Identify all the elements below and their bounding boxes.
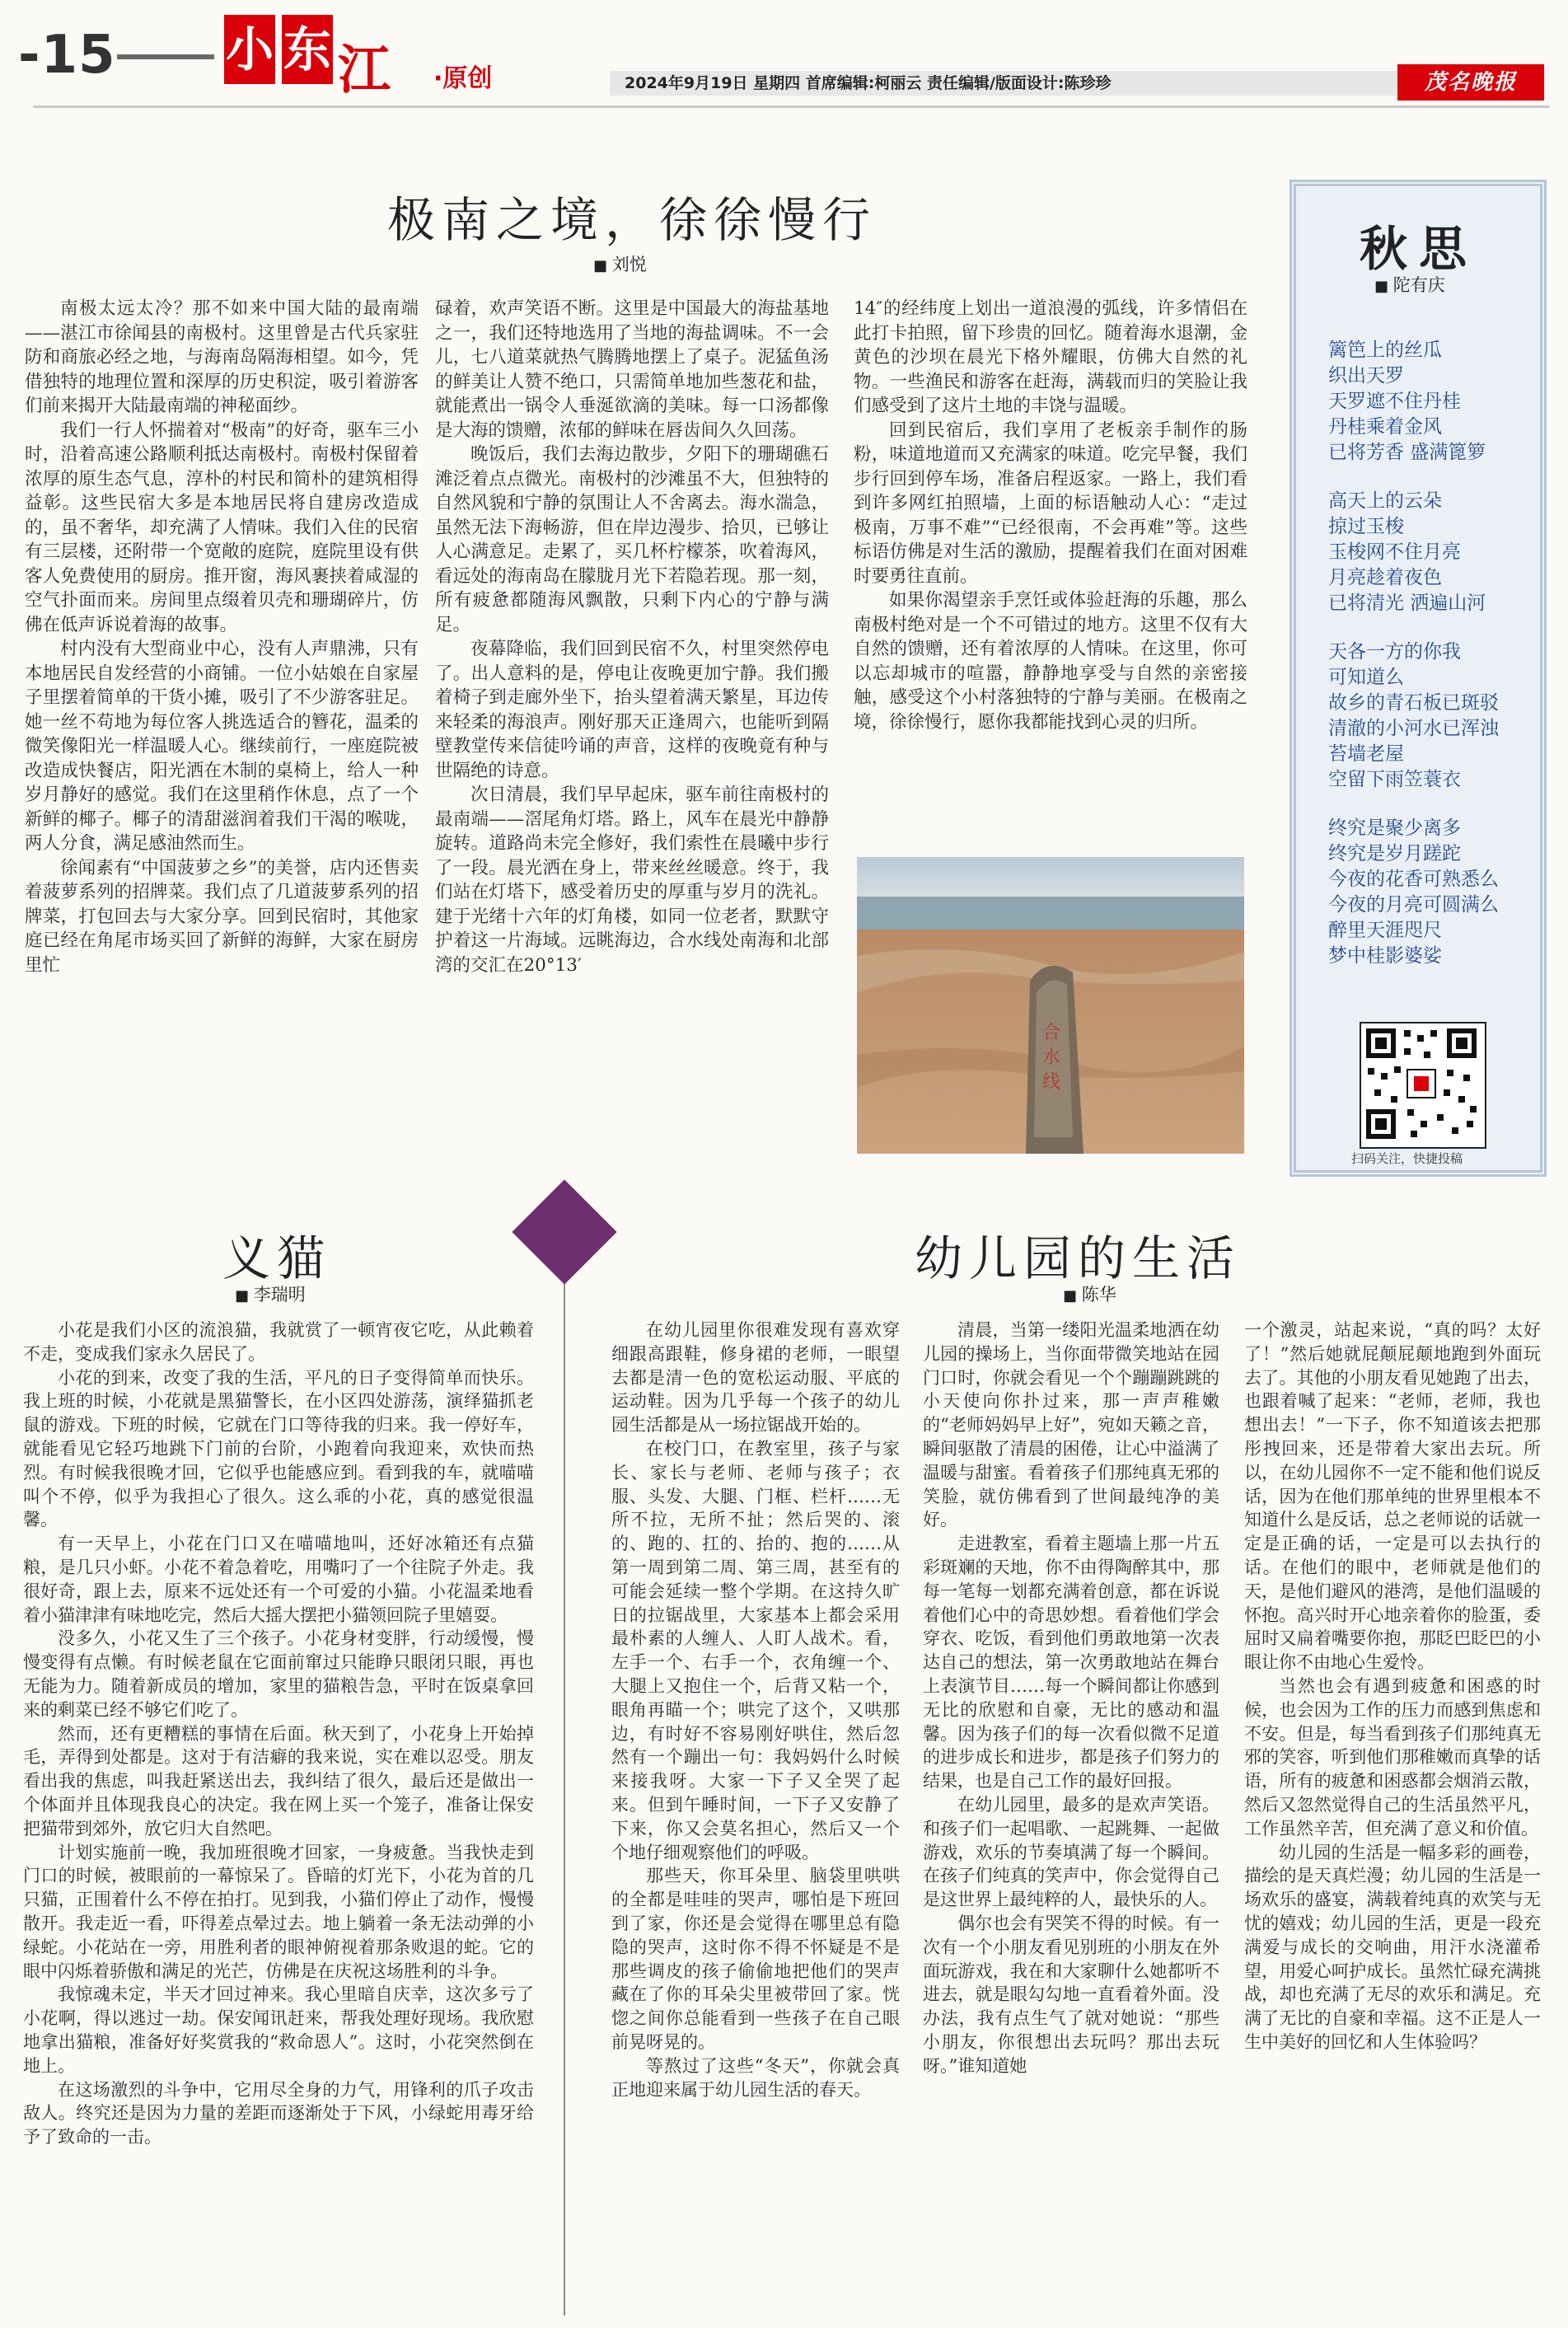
header-rule [33,105,1549,108]
poem-line: 天罗遮不住丹桂 [1328,391,1461,412]
article2-paragraph: 有一天早上，小花在门口又在喵喵地叫，还好冰箱还有点猫粮，是几只小虾。小花不着急着吃，用嘴叼了一个往院子外走。我很好奇，跟上去，原来不远处还有一个可爱的小猫。小花温柔地看着小猫津津有味地吃完，然后大摇大摆把小猫领回院子里嬉耍。 [23,1534,534,1625]
poem-line: 可知道么 [1328,667,1404,688]
article3-paragraph: 在幼儿园里你很难发现有喜欢穿细跟高跟鞋，修身裙的老师，一眼望去都是清一色的宽松运动服、平底的运动鞋。因为几乎每一个孩子的幼儿园生活都是从一场拉锯战开始的。 [611,1320,900,1436]
article1-column-3 [854,297,1247,734]
beach-photo-illustration [857,857,1244,1154]
article2-paragraph: 小花是我们小区的流浪猫，我就赏了一顿宵夜它吃，从此赖着不走，变成我们家永久居民了。 [23,1320,534,1364]
article1-paragraph: 徐闻素有“中国菠萝之乡”的美誉，店内还售卖着菠萝系列的招牌菜。我们点了几道菠萝系列的招牌菜，打包回去与大家分享。回到民宿时，其他家庭已经在角尾市场买回了新鲜的海鲜，大家在厨房里忙 [25,857,419,976]
article3-paragraph: 走进教室，看着主题墙上那一片五彩斑斓的天地，你不由得陶醉其中，那每一笔每一划都充满着创意，都在诉说着他们心中的奇思妙想。看着他们学会穿衣、吃饭，看到他们勇敢地第一次表达自己的想法，第一次勇敢地站在舞台上表演节目……每一个瞬间都让你感到无比的欣慰和自豪，无比的感动和温馨。因为孩子们的每一次看似微不足道的进步成长和进步，都是孩子们努力的结果，也是自己工作的最好回报。 [923,1534,1219,1792]
article2-paragraph: 我惊魂未定，半天才回过神来。我心里暗自庆幸，这次多亏了小花啊，得以逃过一劫。保安闻讯赶来，帮我处理好现场。我欣慰地拿出猫粮，准备好好奖赏我的“救命恩人”。这时，小花突然倒在地上。 [23,1984,534,2076]
article1-paragraph: 回到民宿后，我们享用了老板亲手制作的肠粉，味道地道而又充满家的味道。吃完早餐，我们步行回到停车场，准备启程返家。一路上，我们看到许多网红拍照墙，上面的标语触动人心：“走过极南，万事不难”“已经很南，不会再难”等。这些标语仿佛是对生活的激励，提醒着我们在面对困难时要勇往直前。 [854,419,1247,587]
article3-column-2 [923,1319,1219,2078]
article1-paragraph: 南极太远太冷？那不如来中国大陆的最南端——湛江市徐闻县的南极村。这里曾是古代兵家驻防和商旅必经之地，与海南岛隔海相望。如今，凭借独特的地理位置和深厚的历史积淀，吸引着游客们前来揭开大陆最南端的神秘面纱。 [25,298,419,416]
poem-stanza [1328,489,1534,616]
masthead-char-3: 江 [338,40,391,101]
poem-line: 掠过玉梭 [1328,516,1404,537]
article1-paragraph: 晚饭后，我们去海边散步，夕阳下的珊瑚礁石滩泛着点点微光。南极村的沙滩虽不大，但独特的自然风貌和宁静的氛围让人不舍离去。海水湍急，虽然无法下海畅游，但在岸边漫步、拾贝，已够让人心满意足。走累了，买几杯柠檬茶，吹着海风，看远处的海南岛在朦胧月光下若隐若现。那一刻，所有疲惫都随海风飘散，只剩下内心的宁静与满足。 [435,444,829,635]
poem-line: 高天上的云朵 [1328,490,1442,512]
article3-paragraph: 等熬过了这些“冬天”，你就会真正地迎来属于幼儿园生活的春天。 [611,2055,900,2100]
beach-photo [857,857,1244,1154]
article2-paragraph: 计划实施前一晚，我加班很晚才回家，一身疲惫。当我快走到门口的时候，被眼前的一幕惊呆了。昏暗的灯光下，小花为首的几只猫，正围着什么不停在拍打。见到我，小猫们停止了动作，慢慢散开。我走近一看，吓得差点晕过去。地上躺着一条无法动弹的小绿蛇。小花站在一旁，用胜利者的眼神俯视着那条败退的蛇。它的眼中闪烁着骄傲和满足的光芒，仿佛是在庆祝这场胜利的斗争。 [23,1842,534,1981]
poem-byline: ■ 陀有庆 [1374,272,1445,297]
article2-byline: ■ 李瑞明 [235,1281,306,1306]
article2-paragraph: 小花的到来，改变了我的生活，平凡的日子变得简单而快乐。我上班的时候，小花就是黑猫警长，在小区四处游荡，演绎猫抓老鼠的游戏。下班的时候，它就在门口等待我的归来。我一停好车，就能看见它轻巧地跳下门前的台阶，小跑着向我迎来，欢快而热烈。有时候我很晚才回，它似乎也能感应到。看到我的车，就喵喵叫个不停，似乎为我担心了很久。这么乖的小花，真的感觉很温馨。 [23,1367,534,1530]
poem-line: 故乡的青石板已斑驳 [1328,692,1499,714]
article3-paragraph: 当然也会有遇到疲惫和困惑的时候，也会因为工作的压力而感到焦虑和不安。但是，每当看到孩子们那纯真无邪的笑容，听到他们那稚嫩而真挚的话语，所有的疲惫和困惑都会烟消云散，然后又忽然觉得自己的生活虽然平凡，工作虽然辛苦，但充满了意义和价值。 [1244,1675,1541,1839]
article1-paragraph: 次日清晨，我们早早起床，驱车前往南极村的最南端——滘尾角灯塔。路上，风车在晨光中静静旋转。道路尚未完全修好，我们索性在晨曦中步行了一段。晨光洒在身上，带来丝丝暖意。终于，我们站在灯塔下，感受着历史的厚重与岁月的洗礼。建于光绪十六年的灯角楼，如同一位老者，默默守护着这一片海域。远眺海边，合水线处南海和北部湾的交汇在20°13′ [435,785,829,976]
poem-line: 玉梭网不住月亮 [1328,541,1461,563]
article2-paragraph: 然而，还有更糟糕的事情在后面。秋天到了，小花身上开始掉毛，弄得到处都是。这对于有洁癖的我来说，实在难以忍受。朋友看出我的焦虑，叫我赶紧送出去，我纠结了很久，最后还是做出一个体面并且体现我良心的决定。我在网上买一个笼子，准备让保安把猫带到郊外，放它归大自然吧。 [23,1723,534,1839]
poem-line: 清澈的小河水已浑浊 [1328,718,1499,739]
masthead-char-1: 小 [224,15,275,84]
poem-line: 梦中桂影婆娑 [1328,945,1442,967]
article1-paragraph: 碌着，欢声笑语不断。这里是中国最大的海盐基地之一，我们还特地选用了当地的海盐调味。不一会儿，七八道菜就热气腾腾地摆上了桌子。泥猛鱼汤的鲜美让人赞不绝口，只需简单地加些葱花和盐，就能煮出一锅令人垂涎欲滴的美味。每一口汤都像是大海的馈赠，浓郁的鲜味在唇齿间久久回荡。 [435,298,829,441]
article3-paragraph: 清晨，当第一缕阳光温柔地洒在幼儿园的操场上，当你面带微笑地站在园门口时，你就会看见一个个蹦蹦跳跳的小天使向你扑过来，那一声声稚嫩的“老师妈妈早上好”，宛如天籁之音，瞬间驱散了清晨的困倦，让心中溢满了温暖与甜蜜。看着孩子们那纯真无邪的笑脸，就仿佛看到了世间最纯净的美好。 [923,1320,1219,1530]
edition-info-bar: 2024年9月19日 星期四 首席编辑:柯丽云 责任编辑/版面设计:陈珍珍 [610,71,1399,96]
poem-line: 丹桂乘着金风 [1328,416,1442,438]
stone-character: 线 [1041,1072,1061,1093]
poem-line: 已将芳香 盛满篦箩 [1328,442,1486,463]
poem-line: 终究是聚少离多 [1328,817,1461,839]
poem-line: 已将清光 洒遍山河 [1328,593,1486,614]
poem-stanza [1328,338,1534,466]
poem-line: 月亮趁着夜色 [1328,567,1442,588]
page-number-rule [117,54,214,59]
article1-paragraph: 我们一行人怀揣着对“极南”的好奇，驱车三小时，沿着高速公路顺利抵达南极村。南极村保留着浓厚的原生态气息，淳朴的村民和简朴的建筑相得益彰。这些民宿大多是本地居民将自建房改造成的，虽不奢华，却充满了人情味。我们入住的民宿有三层楼，还附带一个宽敞的庭院，庭院里设有供客人免费使用的厨房。推开窗，海风裹挟着咸湿的空气扑面而来。房间里点缀着贝壳和珊瑚碎片，仿佛在低声诉说着海的故事。 [25,419,419,635]
article2-title: 义猫 [222,1230,332,1286]
poem-stanza [1328,816,1534,969]
article3-paragraph: 一个激灵，站起来说，“真的吗？太好了！”然后她就屁颠屁颠地跑到外面玩去了。其他的小朋友看见她跑了出去，也跟着喊了起来：“老师，老师，我也想出去！”一下子，你不知道该去把那彤拽回来，还是带着大家出去玩。所以，在幼儿园你不一定不能和他们说反话，因为在他们那单纯的世界里根本不知道什么是反话，总之老师说的话就一定是正确的话，一定是可以去执行的话。在他们的眼中，老师就是他们的天，是他们避风的港湾，是他们温暖的怀抱。高兴时开心地亲着你的脸蛋，委屈时又扁着嘴要你抱，那眨巴眨巴的小眼让你不由地心生爱怜。 [1244,1320,1541,1673]
article3-paragraph: 那些天，你耳朵里、脑袋里哄哄的全都是哇哇的哭声，哪怕是下班回到了家，你还是会觉得在哪里总有隐隐的哭声，这时你不得不怀疑是不是那些调皮的孩子偷偷地把他们的哭声藏在了你的耳朵尖里被带回了家。恍惚之间你总能看到一些孩子在自己眼前晃呀晃的。 [611,1866,900,2052]
poem-line: 醉里天涯咫尺 [1328,920,1442,941]
poem-line: 今夜的花香可熟悉么 [1328,869,1499,890]
poem-line: 空留下雨笠蓑衣 [1328,769,1461,790]
article2-paragraph: 在这场激烈的斗争中，它用尽全身的力气，用锋利的爪子攻击敌人。终究还是因为力量的差距而逐渐处于下风，小绿蛇用毒牙给予了致命的一击。 [23,2079,534,2148]
article3-title: 幼儿园的生活 [915,1230,1242,1286]
article2-paragraph: 没多久，小花又生了三个孩子。小花身材变胖，行动缓慢，慢慢变得有点懒。有时候老鼠在它面前窜过只能睁只眼闭只眼，再也无能为力。随着新成员的增加，家里的猫粮告急，平时在饭桌拿回来的剩菜已经不够它们吃了。 [23,1628,534,1720]
article3-paragraph: 在幼儿园里，最多的是欢声笑语。和孩子们一起唱歌、一起跳舞、一起做游戏，欢乐的节奏填满了每一个瞬间。在孩子们纯真的笑声中，你会觉得自己是这世界上最纯粹的人，最快乐的人。 [923,1794,1219,1910]
newspaper-logo: 茂名晚报 [1397,64,1544,101]
poem-line: 天各一方的你我 [1328,641,1461,663]
article3-paragraph: 在校门口，在教室里，孩子与家长、家长与老师、老师与孩子；衣服、头发、大腿、门框、栏杆……无所不拉，无所不扯；然后哭的、滚的、跑的、扛的、抬的、抱的……从第一周到第二周、第三周，甚至有的可能会延续一整个学期。在这持久旷日的拉锯战里，大家基本上都会采用最朴素的人缠人、人盯人战术。看，左手一个、右手一个，衣角缠一个、大腿上又抱住一个，后背又粘一个，眼角再瞄一个；哄完了这个，又哄那边，有时好不容易刚好哄住，然后忽然有一个蹦出一句：我妈妈什么时候来接我呀。大家一下子又全哭了起来。但到午睡时间，一下子又安静了下来，你又会莫名担心，然后又一个个地仔细观察他们的呼吸。 [611,1438,900,1862]
qr-code [1360,1022,1486,1149]
article1-paragraph: 夜幕降临，我们回到民宿不久，村里突然停电了。出人意料的是，停电让夜晚更加宁静。我们搬着椅子到走廊外坐下，抬头望着满天繁星，耳边传来轻柔的海浪声。刚好那天正逢周六，也能听到隔壁教堂传来信徒吟诵的声音，这样的夜晚竟有种与世隔绝的诗意。 [435,639,829,781]
article1-paragraph: 如果你渴望亲手烹饪或体验赶海的乐趣，那么南极村绝对是一个不可错过的地方。这里不仅有大自然的馈赠，还有着浓厚的人情味。在这里，你可以忘却城市的喧嚣，静静地享受与自然的亲密接触，感受这个小村落独特的宁静与美丽。在极南之境，徐徐慢行，愿你我都能找到心灵的归所。 [854,590,1247,733]
article3-paragraph: 幼儿园的生活是一幅多彩的画卷，描绘的是天真烂漫；幼儿园的生活是一场欢乐的盛宴，满载着纯真的欢笑与无忧的嬉戏；幼儿园的生活，更是一段充满爱与成长的交响曲，用汗水浇灌希望，用爱心呵护成长。虽然忙碌充满挑战，却也充满了无尽的欢乐和满足。充满了无比的自豪和幸福。这不正是人一生中美好的回忆和人生体验吗？ [1244,1842,1541,2052]
poem-line: 织出天罗 [1328,365,1404,386]
poem-line: 苔墙老屋 [1328,743,1404,765]
article3-column-3 [1244,1319,1541,2054]
article3-column-1 [611,1319,900,2101]
stone-character: 水 [1041,1047,1061,1068]
qr-caption: 扫码关注，快捷投稿 [1351,1151,1463,1166]
poem-body [1328,338,1534,969]
page-number: -15 [18,25,116,86]
poem-line: 篱笆上的丝瓜 [1328,340,1442,361]
article2-body [23,1319,534,2149]
article1-column-2 [435,297,829,977]
poem-line: 今夜的月亮可圆满么 [1328,894,1499,916]
stone-character: 合 [1041,1023,1061,1043]
poem-title: 秋思 [1360,221,1479,277]
section-tag: ·原创 [433,64,493,93]
masthead-char-2: 东 [282,15,333,84]
qr-code-graphic [1361,1023,1481,1144]
article1-title: 极南之境，徐徐慢行 [387,192,878,248]
diamond-ornament [512,1179,616,1284]
article1-byline: ■ 刘悦 [593,251,647,276]
vertical-divider [564,1236,565,2316]
article3-paragraph: 偶尔也会有哭笑不得的时候。有一次有一个小朋友看见别班的小朋友在外面玩游戏，我在和大家聊什么她都听不进去，就是眼勾勾地一直看着外面。没办法，我有点生气了就对她说：“那些小朋友，你很想出去玩吗？那出去玩呀。”谁知道她 [923,1913,1219,2076]
article3-byline: ■ 陈华 [1063,1281,1116,1306]
article1-paragraph: 村内没有大型商业中心，没有人声鼎沸，只有本地居民自发经营的小商铺。一位小姑娘在自家屋子里摆着简单的干货小摊，吸引了不少游客驻足。她一丝不苟地为每位客人挑选适合的簪花，温柔的微笑像阳光一样温暖人心。继续前行，一座庭院被改造成快餐店，阳光洒在木制的桌椅上，给人一种岁月静好的感觉。我们在这里稍作休息，点了一个新鲜的椰子。椰子的清甜滋润着我们干渴的喉咙，两人分食，满足感油然而生。 [25,639,419,854]
poem-line: 终究是岁月蹉跎 [1328,843,1461,864]
article1-column-1 [25,297,419,977]
poem-stanza [1328,639,1534,793]
article1-paragraph: 14″的经纬度上划出一道浪漫的弧线，许多情侣在此打卡拍照，留下珍贵的回忆。随着海水退潮，金黄色的沙坝在晨光下格外耀眼，仿佛大自然的礼物。一些渔民和游客在赶海，满载而归的笑脸让我们感受到了这片土地的丰饶与温暖。 [854,298,1247,416]
